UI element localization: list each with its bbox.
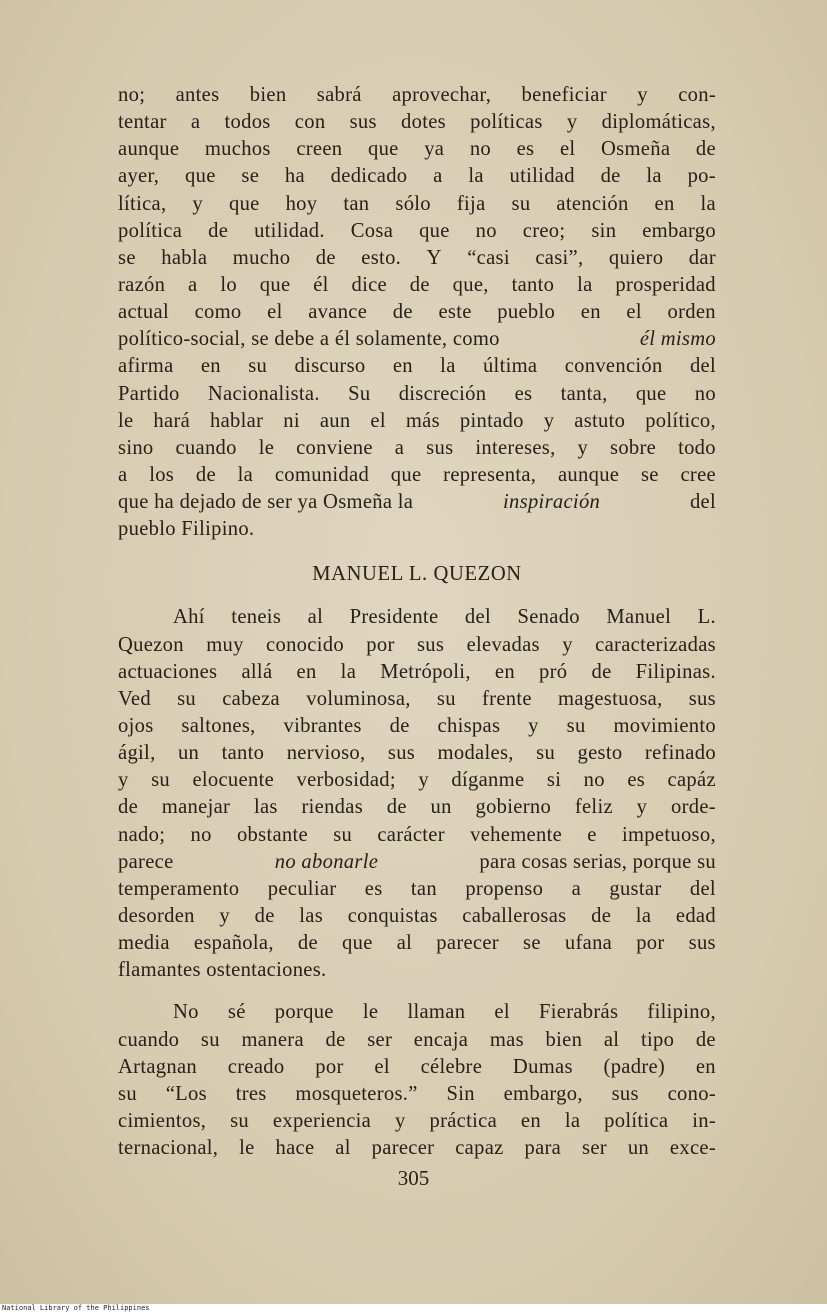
text-line: a los de la comunidad que representa, aunque se cree [118, 463, 716, 486]
text-line: lítica, y que hoy tan sólo fija su atención en la [118, 192, 716, 215]
text-line: de manejar las riendas de un gobierno feliz y orde- [118, 796, 716, 819]
text-line-mixed [118, 489, 716, 516]
text-line: no; antes bien sabrá aprovechar, beneficiar y con- [118, 84, 716, 106]
text-line: flamantes ostentaciones. [118, 959, 327, 982]
text-line: cimientos, su experiencia y práctica en la política in- [118, 1109, 716, 1132]
text-segment: para cosas serias, porque su [479, 850, 716, 873]
text-line: razón a lo que él dice de que, tanto la prosperidad [118, 273, 716, 296]
text-segment: que ha dejado de ser ya Osmeña la [118, 491, 414, 514]
text-line: Artagnan creado por el célebre Dumas (padre) en [118, 1055, 716, 1078]
text-line: ágil, un tanto nervioso, sus modales, su gesto refinado [118, 742, 716, 765]
page-number: 305 [397, 1166, 430, 1190]
text-line: actual como el avance de este pueblo en el orden [118, 301, 716, 324]
footer-credit: National Library of the Philippines [2, 1304, 150, 1312]
text-segment: del [689, 491, 716, 514]
text-line: le hará hablar ni aun el más pintado y astuto político, [118, 409, 716, 432]
text-line: cuando su manera de ser encaja mas bien al tipo de [118, 1028, 716, 1051]
text-line: sino cuando le conviene a sus intereses, y sobre todo [118, 436, 716, 459]
text-line: media española, de que al parecer se ufana por sus [118, 932, 716, 955]
paragraph-2 [118, 604, 716, 984]
text-line-mixed [118, 326, 716, 353]
text-line: actuaciones allá en la Metrópoli, en pró de Filipinas. [118, 660, 716, 683]
text-line: se habla mucho de esto. Y “casi casi”, quiero dar [118, 246, 716, 269]
text-line: tentar a todos con sus dotes políticas y diplomáticas, [118, 111, 716, 134]
text-line: nado; no obstante su carácter vehemente e impetuoso, [118, 823, 716, 846]
italic-phrase: inspiración [503, 491, 601, 514]
text-line-mixed [118, 849, 716, 876]
text-line: ayer, que se ha dedicado a la utilidad de la po- [118, 165, 716, 188]
text-line: Quezon muy conocido por sus elevadas y caracterizadas [118, 633, 716, 656]
paragraph-3 [118, 999, 716, 1162]
text-segment: político-social, se debe a él solamente, como [118, 328, 500, 351]
text-line: Partido Nacionalista. Su discreción es tanta, que no [118, 382, 716, 405]
text-line: No sé porque le llaman el Fierabrás filipino, [173, 1001, 716, 1024]
text-line: Ahí teneis al Presidente del Senado Manuel L. [173, 606, 716, 629]
italic-phrase: él mismo [639, 328, 716, 351]
text-line: y su elocuente verbosidad; y díganme si no es capáz [118, 769, 716, 792]
text-line: desorden y de las conquistas caballerosas de la edad [118, 904, 716, 927]
italic-phrase: no abonarle [274, 850, 379, 873]
text-line: Ved su cabeza voluminosa, su frente magestuosa, sus [118, 687, 716, 710]
text-line: temperamento peculiar es tan propenso a gustar del [118, 877, 716, 900]
text-line: ojos saltones, vibrantes de chispas y su movimiento [118, 714, 716, 737]
text-line: aunque muchos creen que ya no es el Osmeña de [118, 138, 716, 161]
paragraph-1 [118, 82, 716, 543]
text-line: política de utilidad. Cosa que no creo; sin embargo [118, 219, 716, 242]
text-line: pueblo Filipino. [118, 518, 255, 541]
text-line: afirma en su discurso en la última convención del [118, 355, 716, 378]
text-line: su “Los tres mosqueteros.” Sin embargo, sus cono- [118, 1082, 716, 1105]
text-line: ternacional, le hace al parecer capaz para ser un exce- [118, 1137, 716, 1160]
body-text [118, 82, 716, 1162]
text-segment: parece [118, 850, 174, 873]
section-heading: MANUEL L. QUEZON [312, 563, 522, 586]
